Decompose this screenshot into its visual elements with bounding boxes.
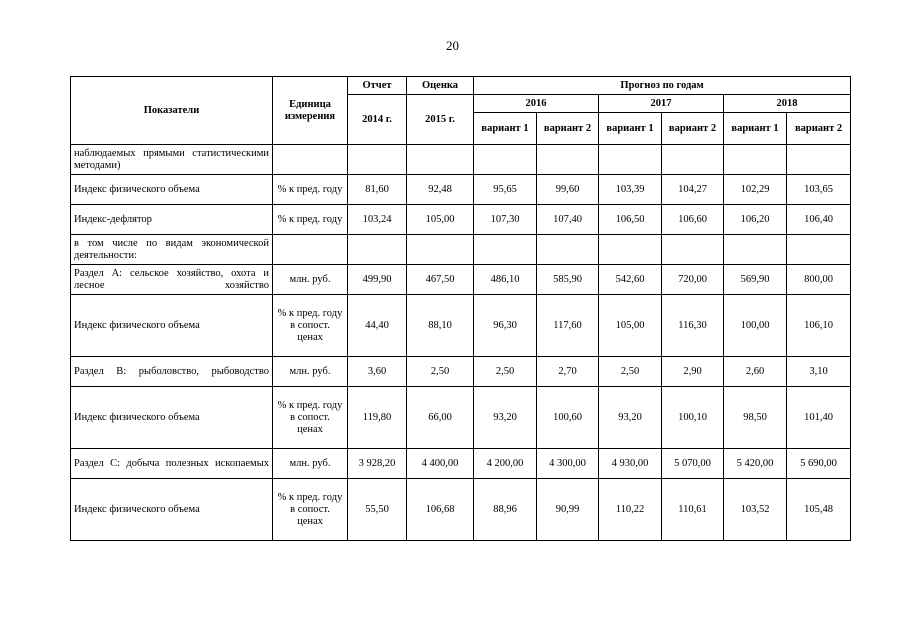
row-unit: % к пред. году в сопост. ценах — [273, 479, 348, 541]
row-value: 106,50 — [599, 205, 662, 235]
table-row — [71, 449, 851, 479]
table-row — [71, 387, 851, 449]
row-value — [407, 145, 474, 175]
row-value: 55,50 — [348, 479, 407, 541]
header-estimate: Оценка — [407, 77, 474, 95]
row-value: 105,00 — [599, 295, 662, 357]
table-row — [71, 295, 851, 357]
row-indicator: наблюдаемых прямыми статистическими методами) — [71, 145, 273, 175]
row-value — [787, 145, 851, 175]
row-value: 110,22 — [599, 479, 662, 541]
header-year-2018: 2018 — [724, 95, 851, 113]
row-unit: % к пред. году в сопост. ценах — [273, 295, 348, 357]
row-value: 5 420,00 — [724, 449, 787, 479]
row-value — [662, 235, 724, 265]
row-value: 105,48 — [787, 479, 851, 541]
row-value: 107,40 — [537, 205, 599, 235]
row-value: 88,96 — [474, 479, 537, 541]
row-value: 100,00 — [724, 295, 787, 357]
row-indicator: Индекс физического объема — [71, 175, 273, 205]
row-value: 100,10 — [662, 387, 724, 449]
row-value: 104,27 — [662, 175, 724, 205]
header-report-year: 2014 г. — [348, 95, 407, 145]
row-value: 499,90 — [348, 265, 407, 295]
row-value: 486,10 — [474, 265, 537, 295]
row-value — [407, 235, 474, 265]
row-value — [787, 235, 851, 265]
row-unit: млн. руб. — [273, 265, 348, 295]
row-value: 103,52 — [724, 479, 787, 541]
row-value: 93,20 — [474, 387, 537, 449]
row-value: 102,29 — [724, 175, 787, 205]
row-value: 105,00 — [407, 205, 474, 235]
header-variant: вариант 2 — [537, 113, 599, 145]
row-indicator: Раздел В: рыболовство, рыбоводство — [71, 357, 273, 387]
table-row — [71, 357, 851, 387]
row-value: 2,60 — [724, 357, 787, 387]
header-report: Отчет — [348, 77, 407, 95]
table-row — [71, 479, 851, 541]
row-value: 101,40 — [787, 387, 851, 449]
row-value: 81,60 — [348, 175, 407, 205]
row-value: 110,61 — [662, 479, 724, 541]
row-value: 117,60 — [537, 295, 599, 357]
table-row — [71, 265, 851, 295]
header-unit: Единица измерения — [273, 77, 348, 145]
row-value: 66,00 — [407, 387, 474, 449]
table-row — [71, 235, 851, 265]
header-variant: вариант 1 — [599, 113, 662, 145]
row-value: 103,65 — [787, 175, 851, 205]
row-indicator: Индекс-дефлятор — [71, 205, 273, 235]
row-value — [348, 235, 407, 265]
header-variant: вариант 1 — [474, 113, 537, 145]
row-value — [474, 145, 537, 175]
row-value — [724, 235, 787, 265]
row-value: 99,60 — [537, 175, 599, 205]
row-value: 4 400,00 — [407, 449, 474, 479]
header-indicators: Показатели — [71, 77, 273, 145]
row-value: 2,50 — [407, 357, 474, 387]
row-value: 3,60 — [348, 357, 407, 387]
row-value: 4 300,00 — [537, 449, 599, 479]
row-value: 96,30 — [474, 295, 537, 357]
header-variant: вариант 2 — [662, 113, 724, 145]
header-variant: вариант 1 — [724, 113, 787, 145]
table-row — [71, 145, 851, 175]
header-year-2016: 2016 — [474, 95, 599, 113]
row-value: 98,50 — [724, 387, 787, 449]
row-value: 88,10 — [407, 295, 474, 357]
row-value: 4 930,00 — [599, 449, 662, 479]
row-value — [662, 145, 724, 175]
row-value: 106,20 — [724, 205, 787, 235]
row-value: 585,90 — [537, 265, 599, 295]
row-value: 106,40 — [787, 205, 851, 235]
table-row — [71, 175, 851, 205]
row-value: 3,10 — [787, 357, 851, 387]
row-value: 106,68 — [407, 479, 474, 541]
row-unit — [273, 235, 348, 265]
row-value: 119,80 — [348, 387, 407, 449]
row-value — [599, 235, 662, 265]
page-number: 20 — [446, 38, 459, 53]
row-value: 720,00 — [662, 265, 724, 295]
row-value: 100,60 — [537, 387, 599, 449]
row-unit: млн. руб. — [273, 357, 348, 387]
row-value: 2,90 — [662, 357, 724, 387]
row-indicator: Индекс физического объема — [71, 295, 273, 357]
row-value: 106,60 — [662, 205, 724, 235]
header-year-2017: 2017 — [599, 95, 724, 113]
table-row — [71, 205, 851, 235]
row-value: 800,00 — [787, 265, 851, 295]
row-unit: % к пред. году в сопост. ценах — [273, 387, 348, 449]
row-value: 467,50 — [407, 265, 474, 295]
header-estimate-year: 2015 г. — [407, 95, 474, 145]
row-value: 569,90 — [724, 265, 787, 295]
row-value: 542,60 — [599, 265, 662, 295]
row-value — [474, 235, 537, 265]
row-value: 92,48 — [407, 175, 474, 205]
row-value: 4 200,00 — [474, 449, 537, 479]
header-variant: вариант 2 — [787, 113, 851, 145]
row-value: 95,65 — [474, 175, 537, 205]
row-unit: % к пред. году — [273, 205, 348, 235]
row-value: 44,40 — [348, 295, 407, 357]
row-indicator: Индекс физического объема — [71, 479, 273, 541]
row-value: 103,24 — [348, 205, 407, 235]
row-value: 2,70 — [537, 357, 599, 387]
row-value: 5 070,00 — [662, 449, 724, 479]
row-value — [537, 145, 599, 175]
row-value: 5 690,00 — [787, 449, 851, 479]
row-value: 90,99 — [537, 479, 599, 541]
row-value: 2,50 — [599, 357, 662, 387]
row-unit: млн. руб. — [273, 449, 348, 479]
table-body — [71, 145, 851, 541]
row-value: 103,39 — [599, 175, 662, 205]
row-value: 107,30 — [474, 205, 537, 235]
row-unit: % к пред. году — [273, 175, 348, 205]
row-value: 116,30 — [662, 295, 724, 357]
row-value: 3 928,20 — [348, 449, 407, 479]
row-indicator: Индекс физического объема — [71, 387, 273, 449]
row-indicator: Раздел С: добыча полезных ископаемых — [71, 449, 273, 479]
row-value: 2,50 — [474, 357, 537, 387]
header-forecast: Прогноз по годам — [474, 77, 851, 95]
row-value — [348, 145, 407, 175]
forecast-table — [70, 76, 851, 541]
row-unit — [273, 145, 348, 175]
row-indicator: в том числе по видам экономической деятельности: — [71, 235, 273, 265]
row-value — [599, 145, 662, 175]
row-value — [724, 145, 787, 175]
row-value: 106,10 — [787, 295, 851, 357]
row-indicator: Раздел А: сельское хозяйство, охота и лесное хозяйство — [71, 265, 273, 295]
row-value — [537, 235, 599, 265]
row-value: 93,20 — [599, 387, 662, 449]
